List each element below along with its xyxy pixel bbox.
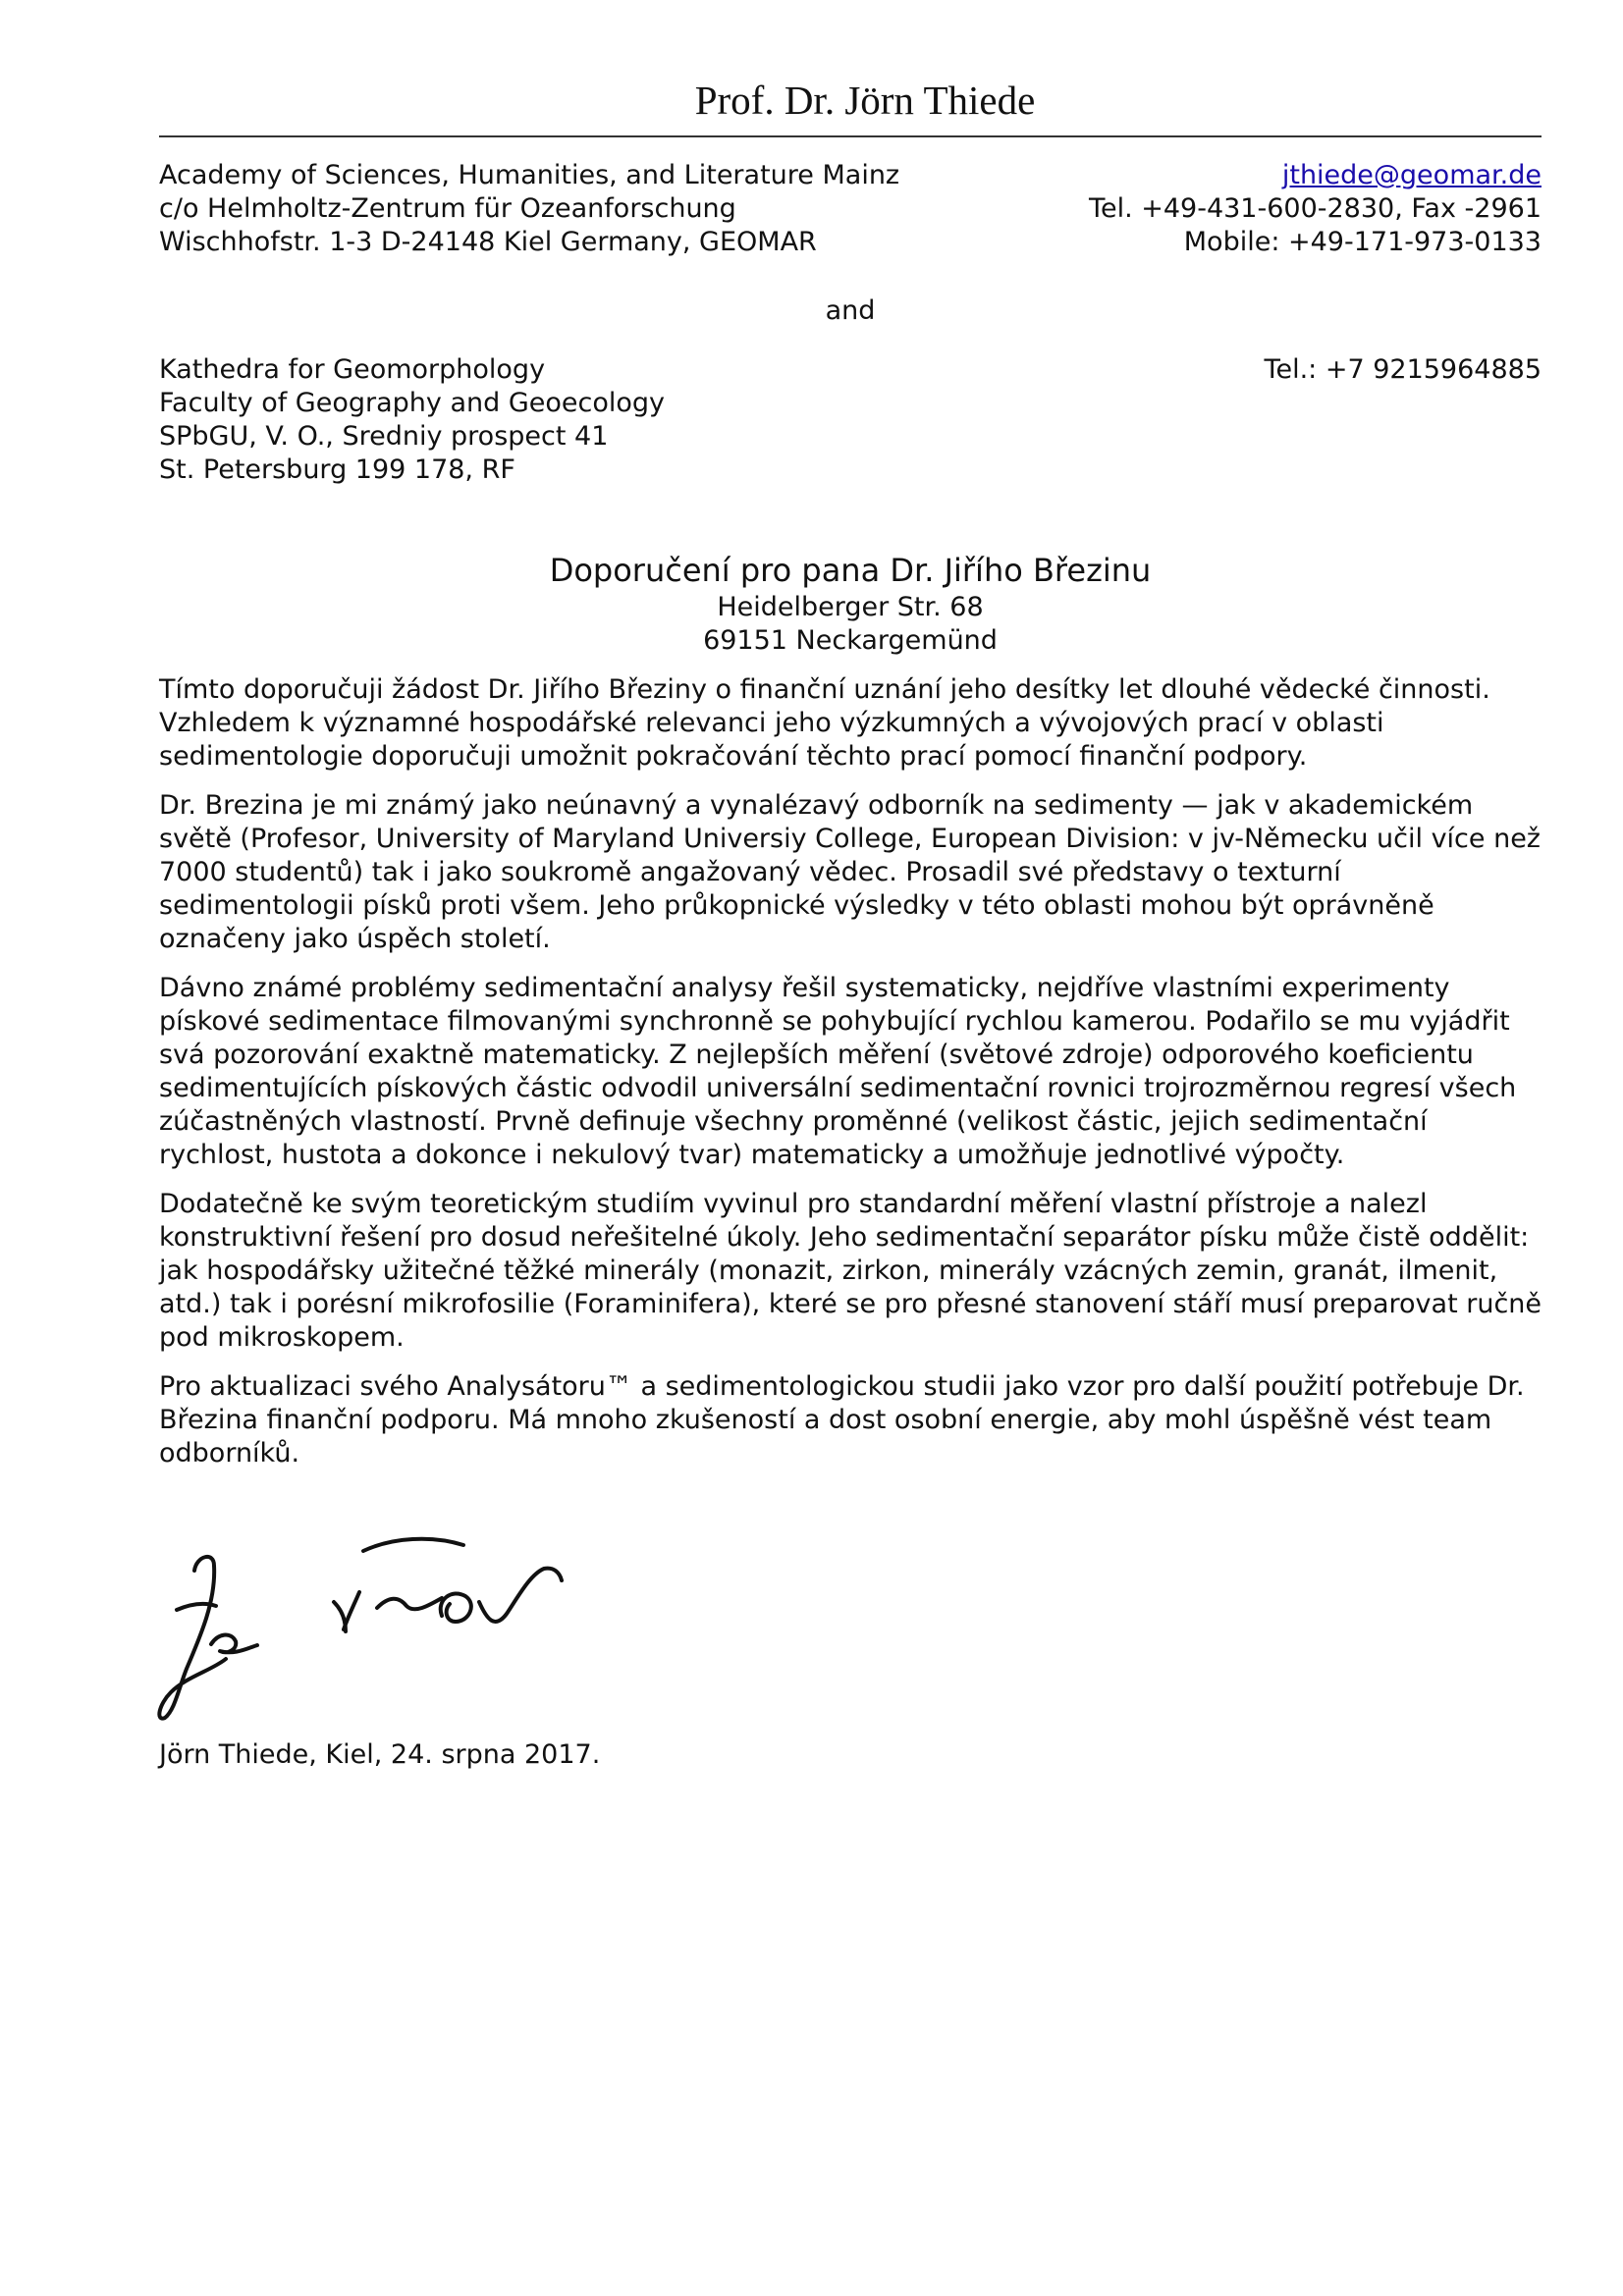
subject-title: Doporučení pro pana Dr. Jiřího Březinu (549, 552, 1152, 589)
address-line: Academy of Sciences, Humanities, and Literature Mainz (159, 160, 900, 190)
mobile-phone: Mobile: +49-171-973-0133 (1183, 227, 1542, 257)
address-block-1 (159, 159, 899, 259)
recipient-city: 69151 Neckargemünd (703, 625, 998, 656)
phone-russia: Tel.: +7 9215964885 (1264, 354, 1542, 385)
sender-block-2 (159, 353, 1542, 487)
paragraph-1: Tímto doporučuji žádost Dr. Jiřího Březiny o finanční uznání jeho desítky let dlouhé vědecké činnosti. Vzhledem k významné hospodářské relevanci jeho výzkumných a vývojových prací v oblasti sedimentologie doporučuji umožnit pokračování těchto prací pomocí finanční podpory. (159, 674, 1490, 772)
contact-block-2 (1265, 353, 1542, 487)
recipient-street: Heidelberger Str. 68 (717, 592, 984, 622)
email-link[interactable]: jthiede@geomar.de (1281, 160, 1542, 190)
sender-block-1 (159, 159, 1542, 259)
paragraph-5: Pro aktualizaci svého Analysátoru™ a sedimentologickou studii jako vzor pro další použití potřebuje Dr. Březina finanční podporu. Má mnoho zkušeností a dost osobní energie, aby mohl úspěšně vést team odborníků. (159, 1371, 1525, 1468)
address-line: Kathedra for Geomorphology (159, 354, 546, 385)
address-line: Wischhofstr. 1-3 D-24148 Kiel Germany, GEOMAR (159, 227, 817, 257)
address-block-2 (159, 353, 665, 487)
paragraph-2: Dr. Brezina je mi známý jako neúnavný a vynalézavý odborník na sedimenty — jak v akademickém světě (Profesor, University of Maryland Universiy College, European Division: v jv-Německu učil více než 7000 studentů) tak i jako soukromě angažovaný vědec. Prosadil své představy o texturní sedimentologii písků proti všem. Jeho průkopnické výsledky v této oblasti mohou být oprávněně označeny jako úspěch století. (159, 790, 1541, 954)
letterhead-name: Prof. Dr. Jörn Thiede (694, 78, 1036, 123)
phone-fax: Tel. +49-431-600-2830, Fax -2961 (1089, 193, 1542, 224)
paragraph-4: Dodatečně ke svým teoretickým studiím vyvinul pro standardní měření vlastní přístroje a nalezl konstruktivní řešení pro dosud neřešitelné úkoly. Jeho sedimentační separátor písku může čistě oddělit: jak hospodářsky užitečné těžké minerály (monazit, zirkon, minerály vzácných zemin, granát, ilmenit, atd.) tak i porésní mikrofosilie (Foraminifera), které se pro přesné stanovení stáří musí preparovat ručně pod mikroskopem. (159, 1189, 1542, 1353)
letter-body (159, 673, 1543, 1486)
address-line: c/o Helmholtz-Zentrum für Ozeanforschung (159, 193, 736, 224)
subject-block (159, 550, 1542, 658)
address-line: Faculty of Geography and Geoecology (159, 388, 666, 418)
letterhead (159, 77, 1542, 137)
contact-block-1 (1089, 159, 1542, 259)
closing-line: Jörn Thiede, Kiel, 24. srpna 2017. (159, 1739, 601, 1770)
address-line: SPbGU, V. O., Sredniy prospect 41 (159, 421, 609, 452)
and-separator: and (825, 295, 876, 326)
handwritten-signature (157, 1512, 609, 1728)
paragraph-3: Dávno známé problémy sedimentační analysy řešil systematicky, nejdříve vlastními experimenty pískové sedimentace filmovanými synchronně se pohybující rychlou kamerou. Podařilo se mu vyjádřit svá pozorování exaktně matematicky. Z nejlepších měření (světové zdroje) odporového koeficientu sedimentujících pískových částic odvodil universální sedimentační rovnici trojrozměrnou regresí všech zúčastněných vlastností. Prvně definuje všechny proměnné (velikost částic, jejich sedimentační rychlost, hustota a dokonce i nekulový tvar) matematicky a umožňuje jednotlivé výpočty. (159, 973, 1517, 1170)
address-line: St. Petersburg 199 178, RF (159, 454, 515, 485)
